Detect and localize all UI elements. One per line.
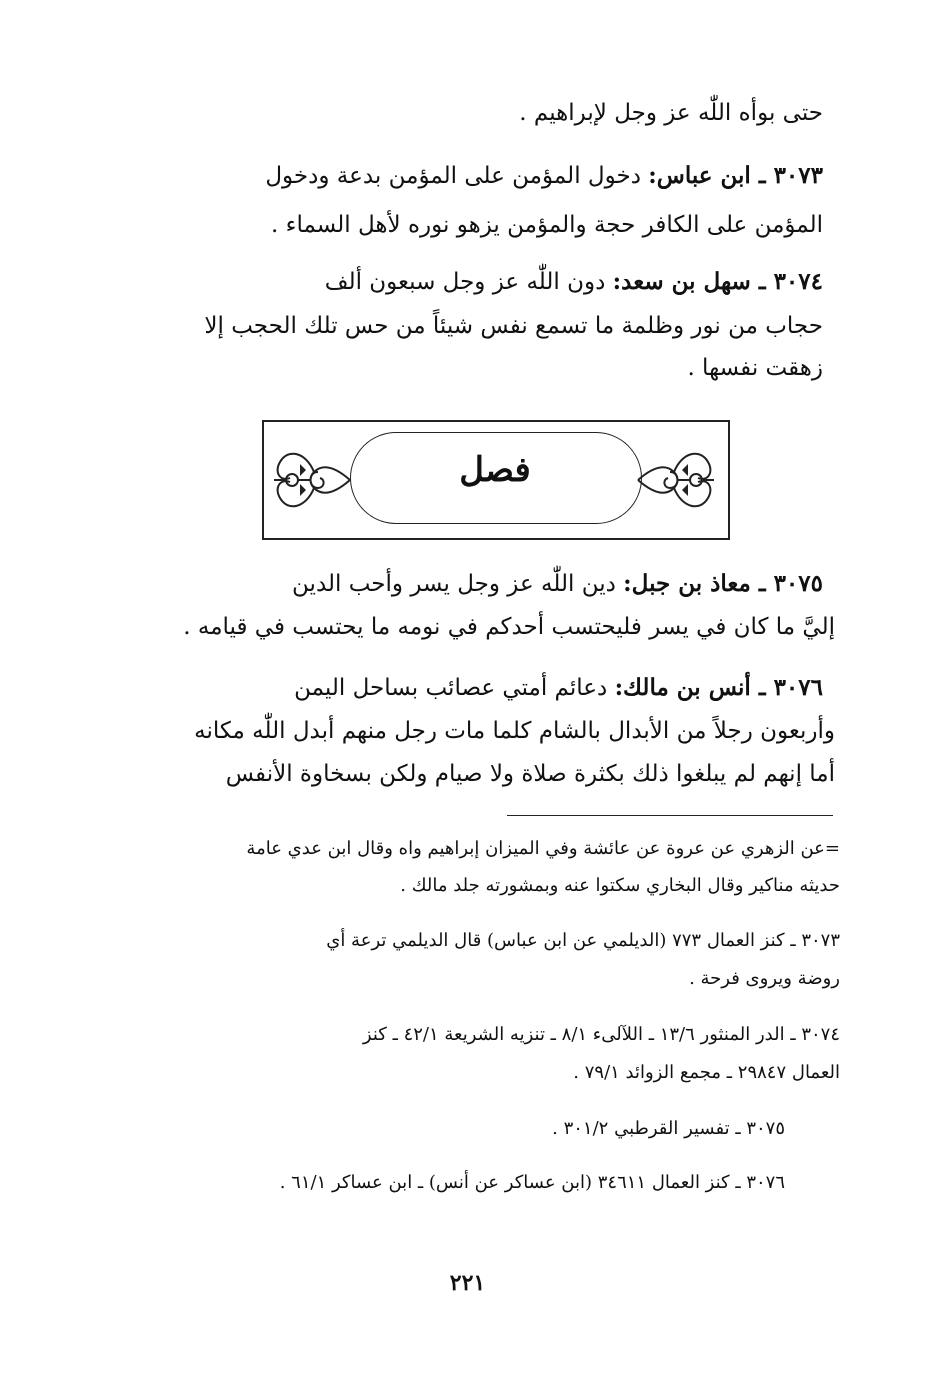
hadith-3074-heading: ٣٠٧٤ ـ سهل بن سعد: bbox=[612, 268, 823, 295]
right-ornament-icon bbox=[632, 438, 718, 522]
footnote-3074-line-2: العمال ٢٩٨٤٧ ـ مجمع الزوائد ٧٩/١ . bbox=[573, 1062, 840, 1083]
text-line: حتى بوأه اللّٰه عز وجل لإبراهيم . bbox=[519, 100, 823, 126]
hadith-3075-heading: ٣٠٧٥ ـ معاذ بن جبل: bbox=[623, 570, 823, 597]
hadith-3073-line-2: المؤمن على الكافر حجة والمؤمن يزهو نوره لأهل السماء . bbox=[271, 212, 823, 238]
footnote-3073-line-2: روضة ويروى فرحة . bbox=[689, 968, 840, 989]
hadith-3073-text: دخول المؤمن على المؤمن بدعة ودخول bbox=[265, 163, 641, 189]
section-title: فصل bbox=[459, 450, 531, 490]
page-number: ٢٢١ bbox=[449, 1270, 486, 1296]
hadith-3074-line-2: حجاب من نور وظلمة ما تسمع نفس شيئاً من حس تلك الحجب إلا bbox=[204, 313, 823, 339]
hadith-3076-line-1 bbox=[294, 674, 823, 701]
footnote-3076: ٣٠٧٦ ـ كنز العمال ٣٤٦١١ (ابن عساكر عن أنس) ـ ابن عساكر ٦١/١ . bbox=[279, 1172, 785, 1193]
footnote-3075: ٣٠٧٥ ـ تفسير القرطبي ٣٠١/٢ . bbox=[552, 1118, 785, 1139]
hadith-3074-line-1 bbox=[325, 268, 823, 295]
footnote-continuation-line-1: =عن الزهري عن عروة عن عائشة وفي الميزان إبراهيم واه وقال ابن عدي عامة bbox=[246, 838, 840, 859]
hadith-3076-line-2: وأربعون رجلاً من الأبدال بالشام كلما مات رجل منهم أبدل اللّٰه مكانه bbox=[194, 718, 835, 744]
hadith-3076-text: دعائم أمتي عصائب بساحل اليمن bbox=[294, 675, 608, 701]
hadith-3076-line-3: أما إنهم لم يبلغوا ذلك بكثرة صلاة ولا صيام ولكن بسخاوة الأنفس bbox=[225, 761, 835, 787]
hadith-3075-line-2: إليَّ ما كان في يسر فليحتسب أحدكم في نومه ما يحتسب في قيامه . bbox=[183, 614, 835, 640]
footnote-3074-line-1: ٣٠٧٤ ـ الدر المنثور ١٣/٦ ـ اللآلىء ٨/١ ـ تنزيه الشريعة ٤٢/١ ـ كنز bbox=[362, 1024, 840, 1045]
hadith-3076-heading: ٣٠٧٦ ـ أنس بن مالك: bbox=[614, 674, 823, 701]
hadith-3073-line-1 bbox=[265, 162, 823, 189]
hadith-3075-line-1 bbox=[292, 570, 823, 597]
hadith-3075-text: دين اللّٰه عز وجل يسر وأحب الدين bbox=[292, 571, 616, 597]
footnote-continuation-line-2: حديثه مناكير وقال البخاري سكتوا عنه وبمشورته جلد مالك . bbox=[400, 875, 840, 896]
hadith-3074-line-3: زهقت نفسها . bbox=[687, 355, 823, 381]
hadith-3074-text: دون اللّٰه عز وجل سبعون ألف bbox=[324, 269, 606, 295]
footnote-3073-line-1: ٣٠٧٣ ـ كنز العمال ٧٧٣ (الديلمي عن ابن عباس) قال الديلمي ترعة أي bbox=[326, 930, 840, 951]
left-ornament-icon bbox=[270, 438, 356, 522]
hadith-3073-heading: ٣٠٧٣ ـ ابن عباس: bbox=[648, 162, 823, 189]
footnote-separator bbox=[507, 815, 833, 816]
